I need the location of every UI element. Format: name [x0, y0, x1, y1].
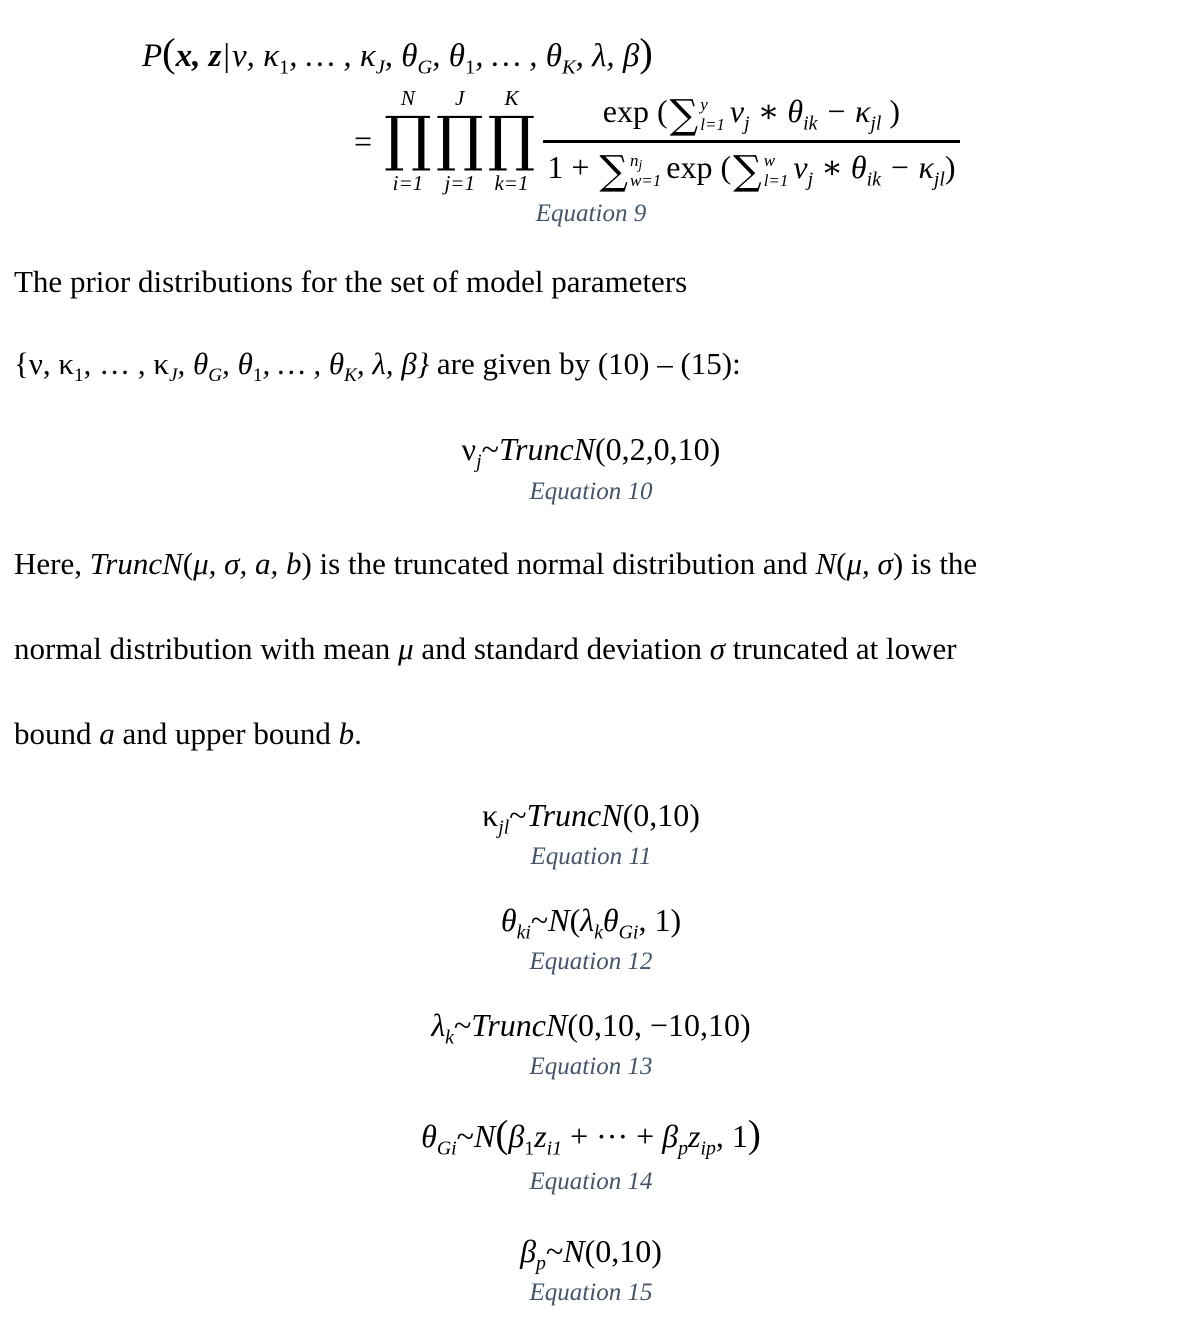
sum-operator: [733, 147, 789, 194]
sum-symbol: ∑: [669, 91, 699, 138]
math-fragment: κ: [482, 796, 499, 833]
math-fragment: ν: [729, 93, 745, 130]
text-fragment: Here,: [14, 545, 90, 581]
right-paren: ): [892, 545, 904, 581]
math-function: N: [563, 1232, 585, 1269]
product-operator-j: [436, 88, 484, 194]
math-function: N: [473, 1118, 496, 1155]
math-function: TruncN: [89, 545, 183, 581]
product-operator-i: [384, 88, 432, 194]
equation-11: [14, 794, 1168, 837]
tilde-operator: ~: [530, 901, 549, 938]
math-subscript: p: [678, 1137, 688, 1160]
equation-11-caption: Equation 11: [530, 842, 652, 870]
equation-14: [14, 1109, 1168, 1162]
sum-lower-limit: l=1: [763, 170, 789, 190]
math-subscript: G: [208, 365, 223, 387]
math-fragment: + ··· +: [562, 1118, 663, 1155]
fraction-numerator: [593, 92, 910, 140]
equation-10: [14, 428, 1168, 471]
equation-13: [14, 1004, 1168, 1047]
equation-9-line1: [142, 26, 1168, 80]
equation-13-caption: Equation 13: [529, 1053, 653, 1081]
right-paren: ): [301, 545, 312, 581]
math-fragment: , 1: [715, 1118, 748, 1155]
text-fragment: bound: [14, 715, 100, 751]
equation-14-block: [14, 1109, 1168, 1198]
math-function: N: [548, 901, 570, 938]
paragraph-truncnorm-line1: [14, 544, 1168, 584]
math-fragment: ν: [793, 148, 808, 185]
math-subscript: ik: [866, 168, 881, 191]
tilde-operator: ~: [509, 796, 527, 833]
equation-10-block: [14, 428, 1168, 507]
math-subscript: Gi: [436, 1137, 457, 1160]
product-lower-limit: i=1: [392, 171, 424, 196]
math-function: TruncN: [471, 1006, 568, 1043]
math-subscript: j: [638, 156, 643, 172]
math-fragment: , … , κ: [289, 38, 376, 74]
math-fragment: , … , θ: [262, 346, 345, 382]
text-fragment: and standard deviation: [413, 630, 710, 666]
math-subscript: ik: [803, 112, 818, 135]
equation-14-caption: Equation 14: [529, 1167, 653, 1195]
product-upper-limit: K: [504, 86, 519, 111]
math-fragment: , θ: [177, 346, 209, 382]
equation-13-block: [14, 1004, 1168, 1083]
math-fragment: n: [629, 150, 639, 170]
math-fragment: θ: [421, 1118, 437, 1155]
math-subscript: j: [476, 450, 482, 473]
text-fragment: truncated at lower: [725, 630, 957, 666]
math-subscript: 1: [279, 56, 290, 79]
product-symbol: ∏: [487, 104, 536, 175]
equation-15-caption: Equation 15: [529, 1278, 653, 1306]
math-subscript: j: [744, 112, 750, 135]
math-function: TruncN: [526, 796, 623, 833]
math-fragment: σ: [709, 630, 726, 666]
sum-upper-limit: [630, 151, 661, 171]
text-fragment: and upper bound: [114, 715, 339, 751]
math-fragment: z: [688, 1118, 701, 1155]
math-subscript: jl: [870, 112, 882, 135]
math-fragment: , θ: [384, 38, 418, 74]
tilde-operator: ~: [545, 1232, 564, 1269]
math-fragment: , … , κ: [83, 346, 170, 382]
math-subscript: 1: [524, 1137, 535, 1160]
math-fragment: , 1): [638, 901, 682, 938]
math-subscript: ki: [516, 921, 531, 944]
math-fragment: ν: [461, 431, 477, 468]
left-paren: (: [182, 545, 194, 581]
right-paren: ): [881, 93, 901, 130]
paragraph-parameter-set: [14, 344, 1168, 387]
conditional-bar: |: [223, 38, 231, 74]
math-subscript: 1: [252, 365, 263, 387]
math-fragment: μ, σ: [846, 545, 893, 581]
product-upper-limit: J: [455, 86, 465, 111]
math-function: N: [815, 545, 837, 581]
right-paren: ): [747, 1113, 761, 1157]
text-fragment: is the truncated normal distribution and: [311, 545, 816, 581]
product-lower-limit: j=1: [444, 171, 475, 196]
math-fragment: θ: [500, 901, 517, 938]
fraction: [543, 91, 959, 194]
math-fragment: μ, σ, a, b: [193, 545, 302, 581]
fraction-denominator: [543, 140, 959, 194]
left-paren: (: [162, 30, 176, 75]
math-fragment: ν, κ: [232, 38, 280, 74]
product-upper-limit: N: [400, 86, 415, 111]
asterisk-operator: ∗: [813, 148, 851, 185]
left-paren: (: [836, 545, 847, 581]
math-subscript: i1: [546, 1137, 563, 1160]
equation-15-block: [14, 1230, 1168, 1309]
math-function: TruncN: [498, 431, 595, 468]
equation-12-caption: Equation 12: [529, 947, 653, 975]
math-fragment: , θ: [222, 346, 253, 382]
math-fragment: exp (: [602, 93, 668, 130]
math-fragment: β: [662, 1118, 679, 1155]
text-fragment: are given by (10) – (15):: [429, 346, 741, 382]
equals-sign: =: [354, 122, 373, 159]
tilde-operator: ~: [456, 1118, 474, 1155]
sum-operator: [669, 91, 725, 138]
math-fragment: , θ: [432, 38, 465, 74]
product-symbol: ∏: [435, 104, 484, 175]
sum-symbol: ∑: [733, 147, 762, 194]
math-subscript: Gi: [618, 921, 639, 944]
right-paren: ): [639, 30, 653, 75]
math-subscript: k: [445, 1026, 454, 1049]
math-fragment: z: [534, 1118, 547, 1155]
math-subscript: p: [536, 1252, 546, 1275]
math-fragment: θ: [850, 148, 867, 185]
text-fragment: .: [354, 715, 362, 751]
math-subscript: j: [807, 168, 814, 191]
math-subscript: G: [417, 56, 433, 79]
text-fragment: is the: [903, 545, 978, 581]
math-subscript: ip: [700, 1137, 716, 1160]
math-fragment: β: [520, 1232, 537, 1269]
sum-lower-limit: l=1: [700, 114, 725, 134]
math-fragment: {ν, κ: [14, 346, 75, 382]
text-fragment: normal distribution with mean: [14, 630, 399, 666]
equation-9-line2: [354, 88, 1168, 194]
paragraph-truncnorm-line3: [14, 714, 1168, 754]
left-paren: (: [495, 1113, 509, 1157]
sum-upper-limit: w: [763, 150, 776, 170]
sum-operator: [599, 147, 662, 194]
math-fragment: − κ: [880, 148, 934, 185]
math-fragment: x, z: [175, 38, 222, 74]
equation-9-block: [14, 26, 1168, 230]
tilde-operator: ~: [453, 1006, 472, 1043]
math-subscript: K: [562, 56, 576, 79]
equation-15: [14, 1230, 1168, 1273]
tilde-operator: ~: [481, 431, 499, 468]
equation-10-caption: Equation 10: [529, 477, 653, 505]
paragraph-truncnorm-line2: [14, 629, 1168, 669]
product-symbol: ∏: [384, 104, 432, 175]
math-subscript: J: [169, 365, 178, 387]
math-fragment: θ: [602, 901, 619, 938]
math-fragment: − κ: [817, 93, 871, 130]
right-paren: ): [944, 148, 956, 185]
equation-11-block: [14, 794, 1168, 873]
equation-12-block: [14, 899, 1168, 978]
math-fragment: (0,10): [622, 796, 700, 833]
math-fragment: , λ, β}: [356, 346, 430, 382]
math-subscript: 1: [74, 365, 84, 387]
math-subscript: K: [344, 365, 357, 387]
left-paren: (: [569, 901, 581, 938]
math-subscript: jl: [498, 815, 510, 838]
math-fragment: μ: [398, 630, 414, 666]
math-fragment: (0,2,0,10): [595, 431, 721, 468]
math-fragment: a: [99, 715, 115, 751]
math-fragment: (0,10, −10,10): [567, 1006, 751, 1043]
math-fragment: b: [338, 715, 355, 751]
math-subscript: jl: [933, 168, 945, 191]
math-fragment: θ: [787, 93, 804, 130]
sum-upper-limit: y: [700, 95, 708, 115]
math-subscript: 1: [464, 56, 476, 79]
product-lower-limit: k=1: [494, 171, 529, 196]
math-subscript: k: [594, 921, 603, 944]
math-fragment: (0,10): [584, 1232, 662, 1269]
product-operator-k: [488, 88, 536, 194]
math-fragment: exp (: [666, 148, 732, 185]
equation-12: [14, 899, 1168, 942]
math-subscript: J: [375, 56, 385, 79]
math-fragment: β: [508, 1118, 525, 1155]
math-fragment: P: [142, 38, 163, 74]
math-fragment: , … , θ: [475, 38, 562, 74]
math-fragment: λ: [431, 1006, 446, 1043]
paragraph-prior-distributions: The prior distributions for the set of model parameters: [14, 264, 688, 300]
math-fragment: λ: [580, 901, 595, 938]
equation-9-caption: Equation 9: [535, 200, 647, 228]
math-fragment: , λ, β: [575, 38, 640, 74]
sum-lower-limit: w=1: [629, 170, 662, 190]
sum-symbol: ∑: [599, 147, 628, 194]
math-fragment: 1 +: [547, 148, 598, 185]
asterisk-operator: ∗: [749, 93, 788, 130]
